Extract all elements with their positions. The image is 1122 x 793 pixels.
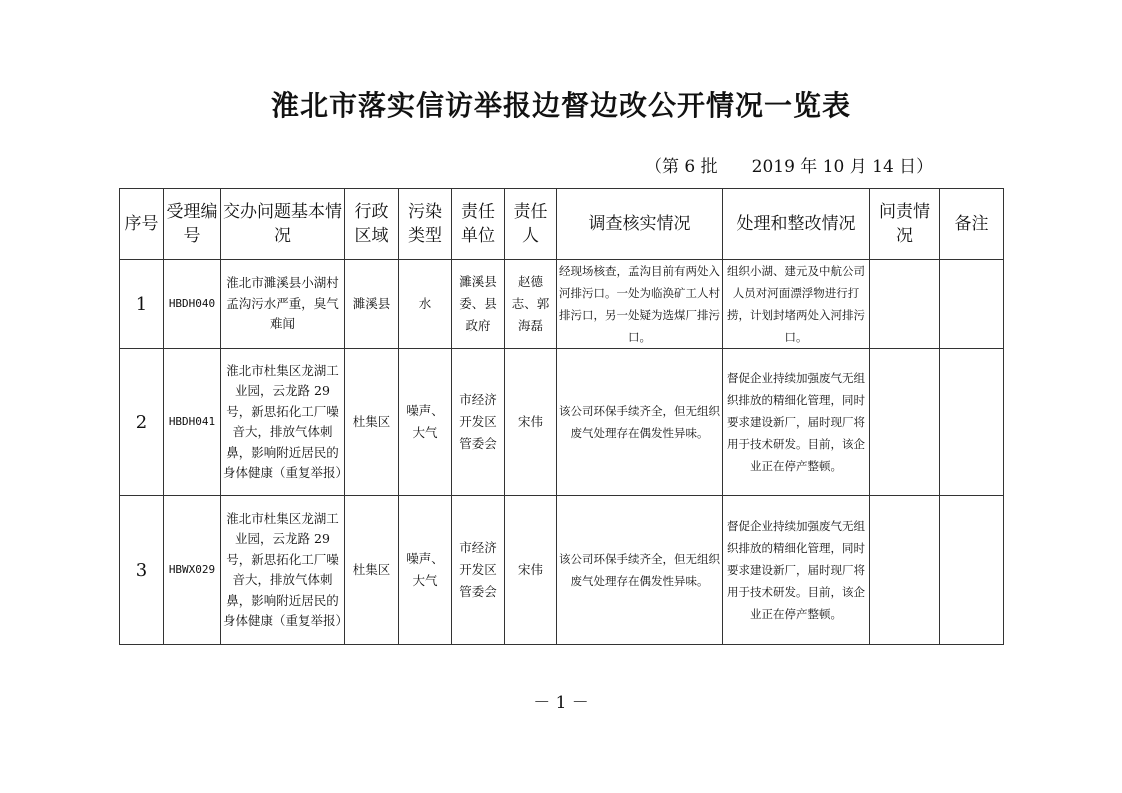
header-unit: 责任单位 [452,189,505,260]
cell-district: 濉溪县 [345,260,399,349]
header-district: 行政区域 [345,189,399,260]
header-rectification: 处理和整改情况 [723,189,870,260]
cell-pollution: 噪声、大气 [399,496,452,645]
cell-person: 宋伟 [505,496,557,645]
cell-remarks [940,349,1004,496]
page-number: － 1 － [533,693,589,713]
cell-rectification: 组织小湖、建元及中航公司人员对河面漂浮物进行打捞，计划封堵两处入河排污口。 [723,260,870,349]
cell-pollution: 水 [399,260,452,349]
table-row [120,496,1004,645]
cell-accountability [870,260,940,349]
header-person: 责任人 [505,189,557,260]
table-row [120,349,1004,496]
cell-pollution: 噪声、大气 [399,349,452,496]
cell-seq: 3 [120,496,164,645]
cell-issue: 淮北市濉溪县小湖村孟沟污水严重，臭气难闻 [221,260,345,349]
header-remarks: 备注 [940,189,1004,260]
cell-code: HBWX029 [164,496,221,645]
cell-investigation: 经现场核查，孟沟目前有两处入河排污口。一处为临涣矿工人村排污口，另一处疑为选煤厂排污口。 [557,260,723,349]
cell-seq: 1 [120,260,164,349]
header-accountability: 问责情况 [870,189,940,260]
cell-remarks [940,496,1004,645]
report-table [119,188,1004,645]
cell-unit: 濉溪县委、县政府 [452,260,505,349]
cell-district: 杜集区 [345,496,399,645]
cell-accountability [870,349,940,496]
header-pollution: 污染类型 [399,189,452,260]
header-issue: 交办问题基本情况 [221,189,345,260]
batch-date-line: （第 6 批 2019 年 10 月 14 日） [645,157,934,177]
cell-code: HBDH040 [164,260,221,349]
table-row [120,260,1004,349]
document-title: 淮北市落实信访举报边督边改公开情况一览表 [270,89,851,122]
cell-investigation: 该公司环保手续齐全，但无组织废气处理存在偶发性异味。 [557,496,723,645]
cell-rectification: 督促企业持续加强废气无组织排放的精细化管理，同时要求建设新厂，届时现厂将用于技术研发。目前，该企业正在停产整顿。 [723,496,870,645]
header-code: 受理编号 [164,189,221,260]
cell-seq: 2 [120,349,164,496]
cell-person: 宋伟 [505,349,557,496]
table-header-row [120,189,1004,260]
cell-code: HBDH041 [164,349,221,496]
cell-issue: 淮北市杜集区龙湖工业园，云龙路 29 号，新思拓化工厂噪音大，排放气体刺鼻，影响附近居民的身体健康（重复举报） [221,349,345,496]
cell-unit: 市经济开发区管委会 [452,349,505,496]
cell-unit: 市经济开发区管委会 [452,496,505,645]
header-seq: 序号 [120,189,164,260]
cell-accountability [870,496,940,645]
cell-investigation: 该公司环保手续齐全，但无组织废气处理存在偶发性异味。 [557,349,723,496]
header-investigation: 调查核实情况 [557,189,723,260]
cell-rectification: 督促企业持续加强废气无组织排放的精细化管理，同时要求建设新厂，届时现厂将用于技术研发。目前，该企业正在停产整顿。 [723,349,870,496]
cell-remarks [940,260,1004,349]
cell-person: 赵德志、郭海磊 [505,260,557,349]
cell-issue: 淮北市杜集区龙湖工业园，云龙路 29 号，新思拓化工厂噪音大，排放气体刺鼻，影响附近居民的身体健康（重复举报） [221,496,345,645]
cell-district: 杜集区 [345,349,399,496]
